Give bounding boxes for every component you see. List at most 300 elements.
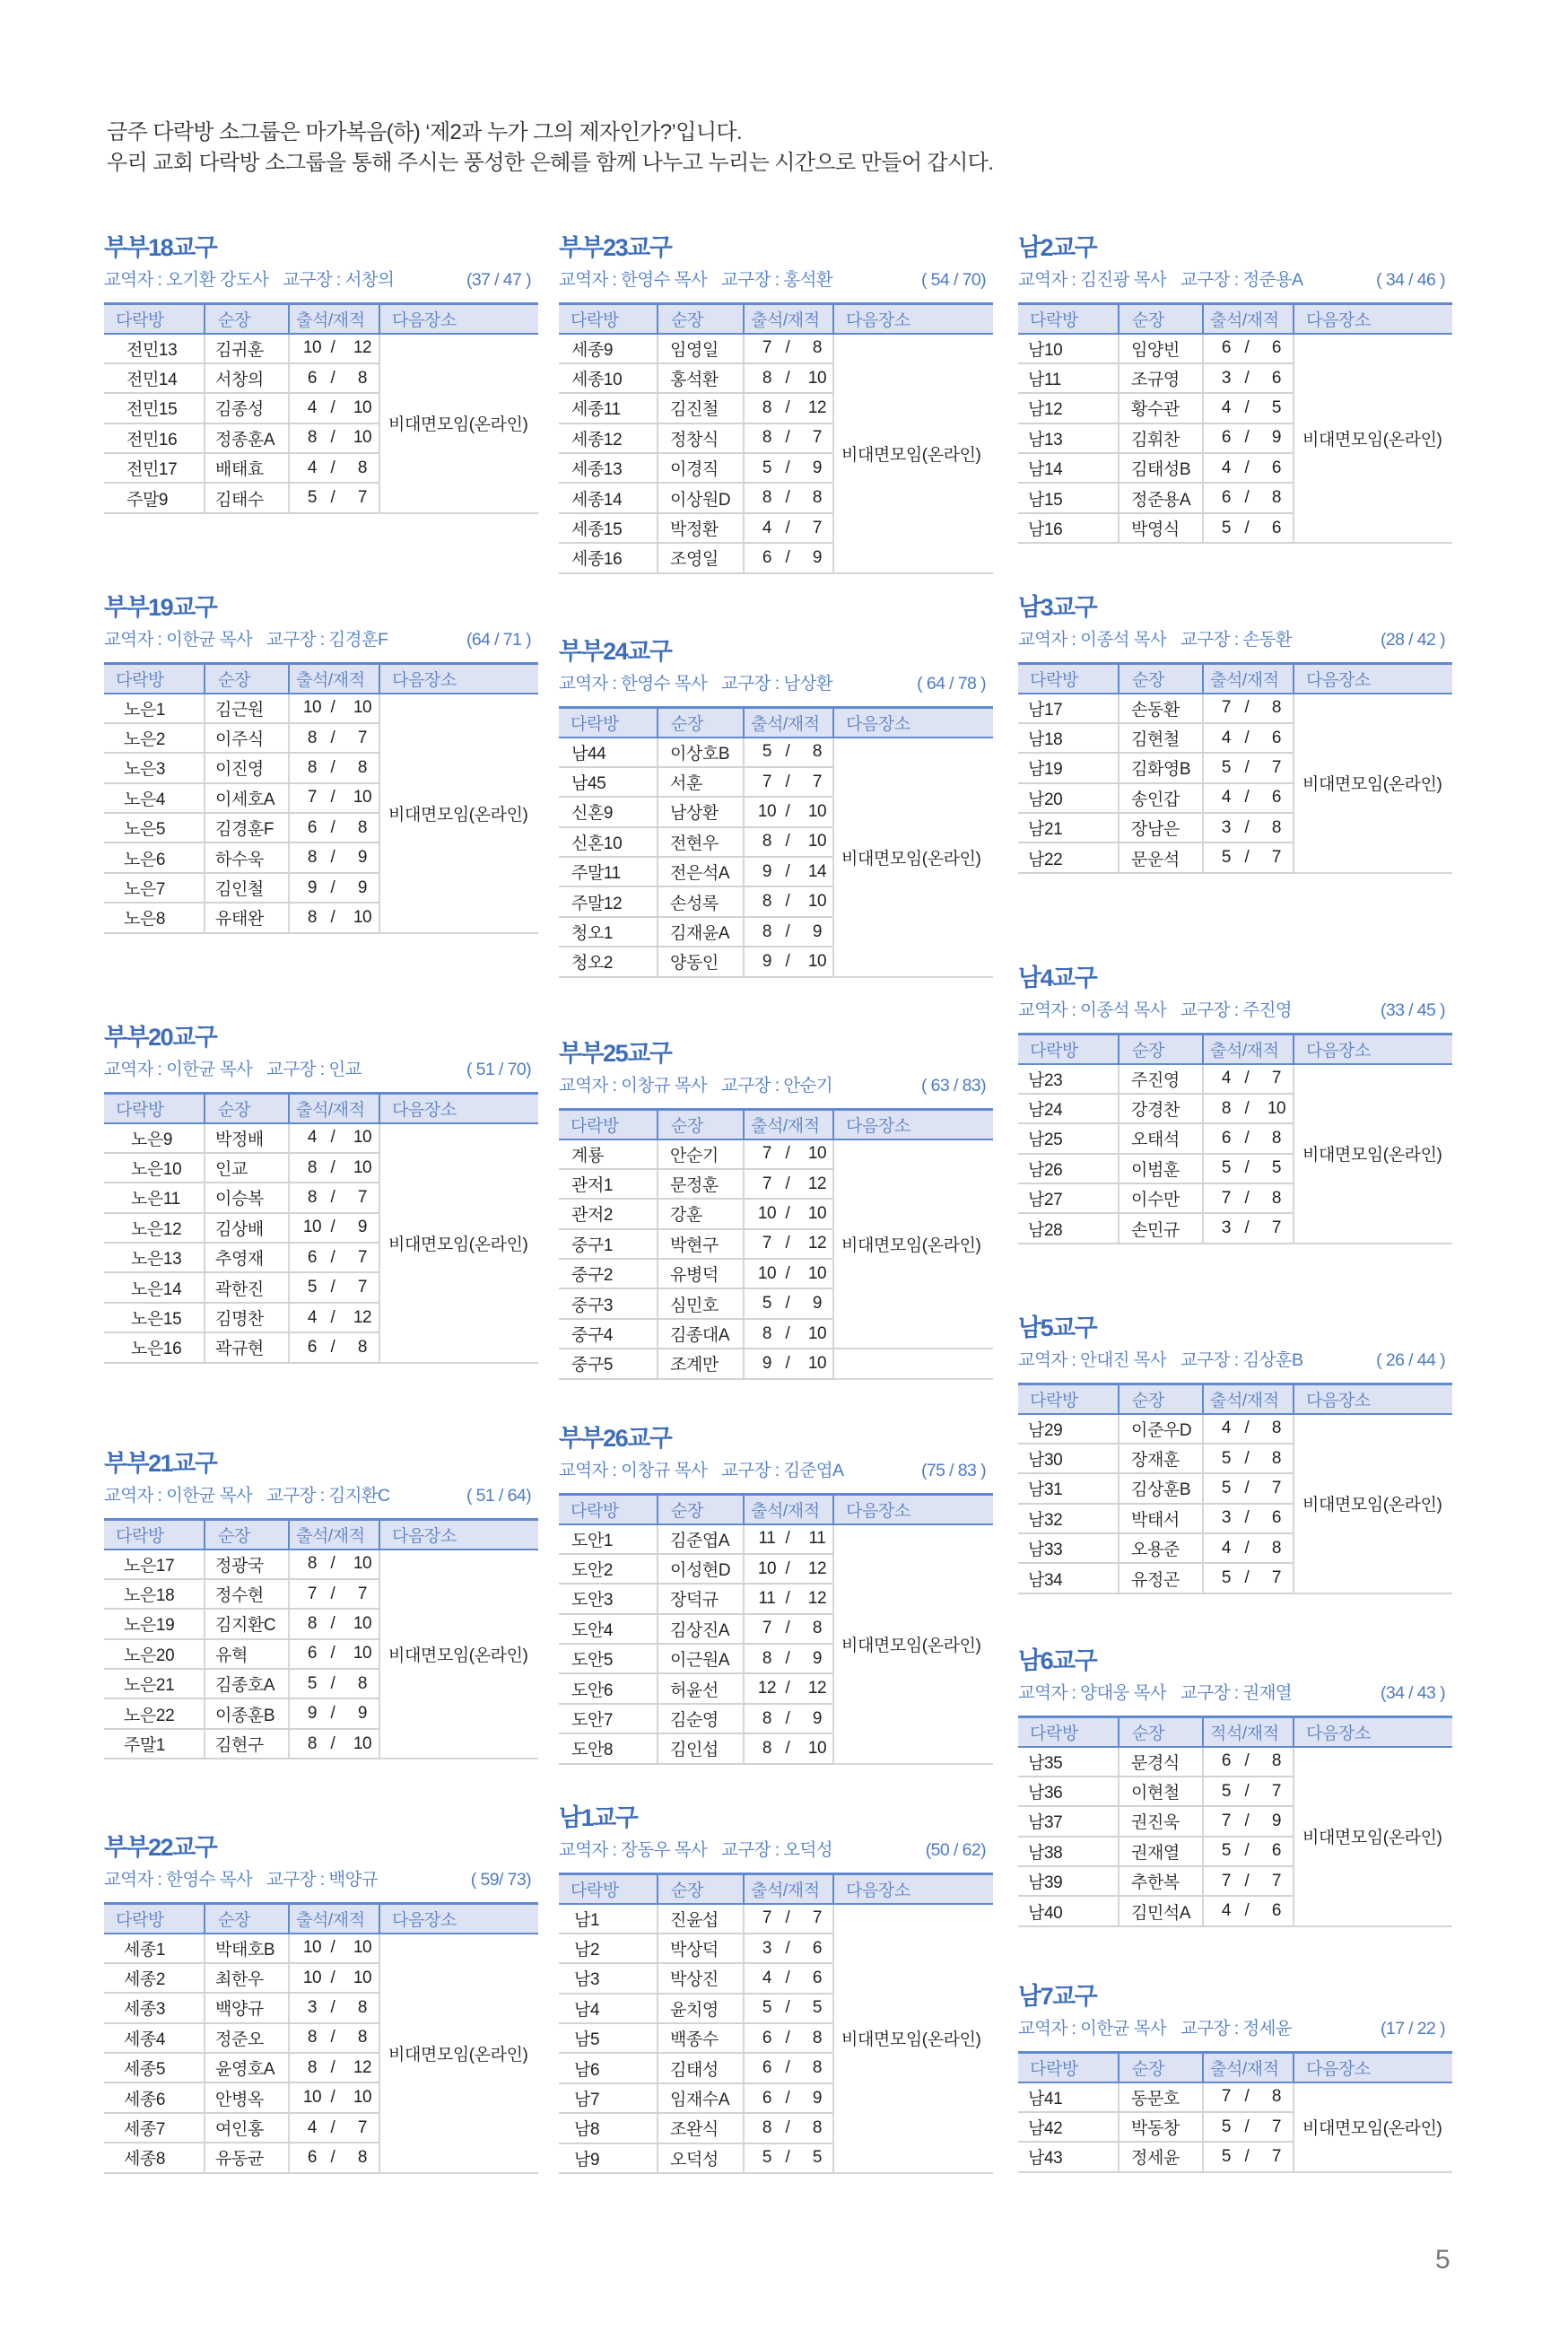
column-header-room: 다락방 bbox=[104, 1520, 205, 1550]
attendance-separator: / bbox=[1244, 458, 1250, 477]
district-title: 부부23교구 bbox=[559, 234, 672, 261]
attendance-cell bbox=[1203, 1473, 1294, 1503]
leader-cell: 곽한진 bbox=[205, 1272, 289, 1302]
leader-cell: 김현구 bbox=[205, 1729, 289, 1759]
attendance-separator: / bbox=[785, 547, 790, 567]
attendance-cell bbox=[1203, 1123, 1294, 1153]
attendance-separator: / bbox=[1244, 1478, 1250, 1497]
enrolled-count: 10 bbox=[353, 1554, 372, 1574]
room-cell: 남22 bbox=[1018, 842, 1119, 872]
leader-cell: 손동환 bbox=[1119, 694, 1203, 723]
attendance-value bbox=[1204, 1872, 1293, 1891]
attendance-value bbox=[745, 2089, 832, 2108]
room-cell: 도안3 bbox=[559, 1584, 658, 1613]
leader-cell: 김상훈B bbox=[1119, 1473, 1203, 1503]
leader-cell: 강경찬 bbox=[1119, 1094, 1203, 1123]
district-table bbox=[559, 706, 993, 978]
room-cell: 노은8 bbox=[104, 903, 205, 932]
attendance-separator: / bbox=[785, 861, 790, 881]
column-header-room: 다락방 bbox=[1018, 1035, 1119, 1064]
room-cell: 남3 bbox=[559, 1963, 658, 1993]
leader-cell: 이종훈B bbox=[205, 1698, 289, 1728]
attendance-separator: / bbox=[1244, 757, 1250, 777]
enrolled-count: 7 bbox=[1271, 1781, 1282, 1801]
leader-cell: 추한복 bbox=[1119, 1866, 1203, 1896]
attendance-value bbox=[290, 2148, 379, 2168]
column-header-leader: 순장 bbox=[1119, 304, 1203, 334]
district-title: 부부20교구 bbox=[104, 1024, 217, 1051]
attendance-separator: / bbox=[330, 397, 335, 417]
attendance-total: (34 / 43 ) bbox=[1380, 1683, 1445, 1703]
room-cell: 남11 bbox=[1018, 363, 1119, 393]
room-cell: 남12 bbox=[1018, 393, 1119, 423]
table-header bbox=[1018, 1384, 1452, 1414]
leader-cell: 김재윤A bbox=[658, 917, 744, 947]
next-place-cell: 비대면모임(온라인) bbox=[833, 1904, 993, 2174]
room-cell: 중구1 bbox=[559, 1229, 658, 1259]
attendance-separator: / bbox=[1244, 2087, 1250, 2107]
leader-cell: 이성현D bbox=[658, 1554, 744, 1584]
pastor-label: 교역자 : 한영수 목사 bbox=[104, 1870, 253, 1890]
attended-count: 10 bbox=[302, 1968, 322, 1987]
attendance-value bbox=[290, 1704, 379, 1724]
district-table bbox=[104, 302, 538, 514]
attendance-separator: / bbox=[1244, 1538, 1250, 1558]
attendance-separator: / bbox=[330, 2028, 335, 2047]
room-cell: 세종3 bbox=[104, 1993, 205, 2022]
district-section bbox=[559, 1040, 993, 1380]
attendance-cell bbox=[289, 694, 379, 723]
attendance-cell bbox=[1203, 694, 1294, 723]
table-header bbox=[1018, 304, 1452, 334]
attendance-separator: / bbox=[1244, 1158, 1250, 1178]
room-cell: 남28 bbox=[1018, 1213, 1119, 1243]
attendance-cell bbox=[289, 873, 379, 903]
attendance-separator: / bbox=[330, 2117, 335, 2137]
attendance-separator: / bbox=[1244, 2117, 1250, 2136]
district-table bbox=[1018, 662, 1452, 874]
attendance-cell bbox=[1203, 1154, 1294, 1183]
attended-count: 7 bbox=[762, 1144, 772, 1164]
room-cell: 주말11 bbox=[559, 857, 658, 886]
leader-cell: 박현구 bbox=[658, 1229, 744, 1259]
table-row bbox=[1018, 2082, 1452, 2112]
attendance-separator: / bbox=[330, 1218, 335, 1237]
attended-count: 5 bbox=[1221, 757, 1232, 777]
attended-count: 8 bbox=[307, 1613, 318, 1633]
attendance-value bbox=[1204, 1099, 1293, 1119]
attended-count: 8 bbox=[307, 428, 318, 448]
column-header-leader: 순장 bbox=[205, 304, 289, 334]
room-cell: 노은7 bbox=[104, 873, 205, 903]
attendance-value bbox=[745, 428, 832, 448]
attendance-separator: / bbox=[785, 1323, 790, 1343]
enrolled-count: 14 bbox=[807, 861, 827, 881]
column-header-attendance: 출석/재적 bbox=[1203, 2053, 1294, 2082]
enrolled-count: 12 bbox=[807, 1588, 827, 1608]
attendance-separator: / bbox=[785, 1558, 790, 1578]
enrolled-count: 6 bbox=[1271, 1841, 1282, 1861]
enrolled-count: 12 bbox=[353, 1307, 372, 1327]
leader-cell: 추영재 bbox=[205, 1243, 289, 1272]
attendance-total: ( 51 / 70) bbox=[466, 1060, 531, 1079]
attended-count: 5 bbox=[762, 2148, 772, 2168]
leader-cell: 서창의 bbox=[205, 363, 289, 393]
leader-cell: 김태수 bbox=[205, 483, 289, 512]
district-subtitle bbox=[1018, 1683, 1452, 1703]
column-header-room: 다락방 bbox=[559, 1110, 658, 1139]
attended-count: 6 bbox=[307, 368, 318, 388]
district-leader-label: 교구장 : 김지환C bbox=[266, 1486, 390, 1506]
attendance-separator: / bbox=[785, 2028, 790, 2047]
attended-count: 8 bbox=[762, 1708, 772, 1728]
attendance-value bbox=[1204, 1069, 1293, 1088]
room-cell: 남26 bbox=[1018, 1154, 1119, 1183]
table-body bbox=[1018, 1414, 1452, 1593]
attendance-cell bbox=[744, 393, 833, 423]
leader-cell: 김상진A bbox=[658, 1614, 744, 1644]
room-cell: 남41 bbox=[1018, 2082, 1119, 2112]
room-cell: 남21 bbox=[1018, 813, 1119, 842]
attendance-cell bbox=[744, 1169, 833, 1199]
table-row bbox=[1018, 1414, 1452, 1444]
attendance-cell bbox=[289, 2053, 379, 2082]
leader-cell: 정준오 bbox=[205, 2023, 289, 2053]
pastor-label: 교역자 : 이종석 목사 bbox=[1018, 1000, 1167, 1020]
attendance-value bbox=[290, 698, 379, 718]
column-header-attendance: 출석/재적 bbox=[1203, 1384, 1294, 1414]
district-leader-label: 교구장 : 홍석환 bbox=[721, 270, 833, 290]
leader-cell: 오용준 bbox=[1119, 1533, 1203, 1563]
attendance-cell bbox=[1203, 1777, 1294, 1806]
room-cell: 남16 bbox=[1018, 513, 1119, 543]
leader-cell: 김명찬 bbox=[205, 1303, 289, 1332]
attendance-separator: / bbox=[1244, 1098, 1250, 1118]
enrolled-count: 8 bbox=[812, 1619, 823, 1638]
column-header-room: 다락방 bbox=[104, 1904, 205, 1934]
district-table bbox=[104, 1902, 538, 2174]
table-row bbox=[1018, 334, 1452, 363]
leader-cell: 황수관 bbox=[1119, 393, 1203, 423]
attendance-separator: / bbox=[330, 817, 335, 837]
attendance-cell bbox=[289, 2113, 379, 2143]
enrolled-count: 8 bbox=[1271, 817, 1282, 837]
attended-count: 4 bbox=[307, 1128, 318, 1148]
leader-cell: 박정환 bbox=[658, 513, 744, 543]
room-cell: 전민13 bbox=[104, 334, 205, 363]
leader-cell: 송인갑 bbox=[1119, 783, 1203, 813]
attendance-value bbox=[745, 1739, 832, 1759]
attendance-cell bbox=[289, 842, 379, 872]
enrolled-count: 9 bbox=[1271, 428, 1282, 448]
attendance-total: ( 51 / 64) bbox=[466, 1486, 531, 1506]
room-cell: 남14 bbox=[1018, 453, 1119, 483]
attended-count: 8 bbox=[762, 921, 772, 941]
attendance-value bbox=[745, 2148, 832, 2168]
leader-cell: 오덕성 bbox=[658, 2143, 744, 2173]
attended-count: 11 bbox=[758, 1588, 776, 1608]
attended-count: 9 bbox=[762, 1353, 772, 1373]
attendance-cell bbox=[744, 827, 833, 857]
header-row bbox=[104, 664, 538, 694]
column-header-next-place: 다음장소 bbox=[379, 1094, 538, 1123]
attendance-value bbox=[1204, 1479, 1293, 1498]
district-leader-label: 교구장 : 손동환 bbox=[1180, 630, 1293, 650]
attendance-cell bbox=[289, 1639, 379, 1669]
pastor-label: 교역자 : 안대진 목사 bbox=[1018, 1350, 1167, 1370]
enrolled-count: 9 bbox=[812, 1648, 823, 1668]
column-header-next-place: 다음장소 bbox=[379, 304, 538, 334]
attendance-value bbox=[290, 1644, 379, 1663]
attendance-separator: / bbox=[785, 1738, 790, 1758]
attended-count: 4 bbox=[307, 2117, 318, 2137]
attendance-cell bbox=[744, 1994, 833, 2023]
district-section bbox=[559, 234, 993, 574]
district-subtitle bbox=[559, 1076, 993, 1096]
table-header bbox=[104, 1520, 538, 1550]
attendance-separator: / bbox=[1244, 848, 1250, 868]
attendance-value bbox=[1204, 398, 1293, 418]
attendance-separator: / bbox=[1244, 817, 1250, 837]
header-row bbox=[1018, 304, 1452, 334]
enrolled-count: 6 bbox=[1271, 518, 1282, 537]
district-title: 남7교구 bbox=[1018, 1983, 1097, 2010]
column-header-leader: 순장 bbox=[205, 1520, 289, 1550]
leader-cell: 김인철 bbox=[205, 873, 289, 903]
attendance-value bbox=[745, 892, 832, 912]
column-header-attendance: 출석/재적 bbox=[744, 1495, 833, 1524]
leader-cell: 이준우D bbox=[1119, 1414, 1203, 1444]
pastor-label: 교역자 : 오기환 강도사 bbox=[104, 270, 269, 290]
attendance-separator: / bbox=[330, 877, 335, 897]
header-row bbox=[1018, 1035, 1452, 1064]
attendance-value bbox=[745, 1354, 832, 1374]
attendance-value bbox=[745, 458, 832, 478]
leader-cell: 이현철 bbox=[1119, 1777, 1203, 1806]
next-place-cell: 비대면모임(온라인) bbox=[379, 1550, 538, 1759]
district-section bbox=[1018, 1983, 1452, 2173]
enrolled-count: 9 bbox=[812, 1294, 823, 1314]
leader-cell: 임양빈 bbox=[1119, 334, 1203, 363]
enrolled-count: 9 bbox=[812, 458, 823, 477]
intro-text bbox=[107, 118, 993, 179]
attended-count: 9 bbox=[307, 877, 318, 897]
district-subtitle bbox=[104, 630, 538, 650]
attended-count: 10 bbox=[302, 1218, 322, 1237]
attendance-separator: / bbox=[330, 728, 335, 747]
room-cell: 중구4 bbox=[559, 1319, 658, 1349]
attended-count: 7 bbox=[762, 1619, 772, 1638]
enrolled-count: 5 bbox=[812, 2148, 823, 2168]
enrolled-count: 10 bbox=[353, 788, 372, 808]
column-header-leader: 순장 bbox=[1119, 2053, 1203, 2082]
attendance-separator: / bbox=[330, 757, 335, 777]
leader-cell: 정준용A bbox=[1119, 483, 1203, 512]
enrolled-count: 8 bbox=[1271, 2087, 1282, 2107]
room-cell: 도안6 bbox=[559, 1673, 658, 1703]
attendance-cell bbox=[744, 886, 833, 916]
enrolled-count: 8 bbox=[357, 2147, 368, 2167]
leader-cell: 박정배 bbox=[205, 1123, 289, 1153]
district-section bbox=[1018, 234, 1452, 544]
attendance-value bbox=[290, 788, 379, 808]
attendance-separator: / bbox=[1244, 338, 1250, 358]
attendance-separator: / bbox=[1244, 698, 1250, 718]
attendance-separator: / bbox=[785, 368, 790, 388]
attended-count: 11 bbox=[758, 1529, 776, 1549]
attendance-cell bbox=[744, 543, 833, 572]
leader-cell: 정창식 bbox=[658, 423, 744, 453]
attendance-cell bbox=[744, 1963, 833, 1993]
attended-count: 5 bbox=[1221, 1568, 1232, 1588]
room-cell: 중구2 bbox=[559, 1259, 658, 1288]
attendance-cell bbox=[289, 1213, 379, 1243]
room-cell: 노은21 bbox=[104, 1669, 205, 1698]
attendance-cell bbox=[744, 1288, 833, 1318]
room-cell: 남33 bbox=[1018, 1533, 1119, 1563]
leader-cell: 전현우 bbox=[658, 827, 744, 857]
room-cell: 세종16 bbox=[559, 543, 658, 572]
room-cell: 전민14 bbox=[104, 363, 205, 393]
attended-count: 8 bbox=[762, 892, 772, 912]
enrolled-count: 6 bbox=[1271, 458, 1282, 477]
leader-cell: 문정훈 bbox=[658, 1169, 744, 1199]
table-row bbox=[104, 334, 538, 363]
leader-cell: 이상호B bbox=[658, 738, 744, 767]
next-place-cell: 비대면모임(온라인) bbox=[379, 334, 538, 513]
column-header-room: 다락방 bbox=[1018, 664, 1119, 694]
attendance-cell bbox=[289, 723, 379, 753]
leader-cell: 김종대A bbox=[658, 1319, 744, 1349]
attendance-separator: / bbox=[330, 1554, 335, 1574]
room-cell: 남43 bbox=[1018, 2142, 1119, 2171]
leader-cell: 남상환 bbox=[658, 797, 744, 826]
attendance-separator: / bbox=[1244, 728, 1250, 747]
attended-count: 7 bbox=[1221, 2087, 1232, 2107]
district-table bbox=[1018, 1383, 1452, 1594]
attended-count: 6 bbox=[1221, 488, 1232, 508]
attendance-value bbox=[745, 1294, 832, 1314]
attendance-value bbox=[290, 2058, 379, 2078]
attendance-separator: / bbox=[330, 1704, 335, 1724]
attendance-cell bbox=[744, 1704, 833, 1733]
header-row bbox=[1018, 2053, 1452, 2082]
room-cell: 노은3 bbox=[104, 753, 205, 782]
attendance-cell bbox=[289, 1332, 379, 1362]
enrolled-count: 6 bbox=[812, 1968, 823, 1987]
leader-cell: 유정곤 bbox=[1119, 1563, 1203, 1593]
attendance-value bbox=[290, 2088, 379, 2108]
room-cell: 남34 bbox=[1018, 1563, 1119, 1593]
pastor-label: 교역자 : 한영수 목사 bbox=[559, 674, 708, 694]
table-body bbox=[1018, 1747, 1452, 1926]
column-header-next-place: 다음장소 bbox=[379, 1904, 538, 1934]
room-cell: 남6 bbox=[559, 2053, 658, 2082]
leader-cell: 이범훈 bbox=[1119, 1154, 1203, 1183]
attendance-separator: / bbox=[1244, 488, 1250, 508]
leader-cell: 이주식 bbox=[205, 723, 289, 753]
district-title: 부부26교구 bbox=[559, 1425, 672, 1452]
leader-cell: 김상배 bbox=[205, 1213, 289, 1243]
attendance-separator: / bbox=[785, 832, 790, 851]
attendance-cell bbox=[289, 1729, 379, 1759]
attendance-separator: / bbox=[785, 428, 790, 448]
attendance-value bbox=[745, 952, 832, 972]
leader-cell: 박태서 bbox=[1119, 1504, 1203, 1533]
room-cell: 남7 bbox=[559, 2083, 658, 2113]
district-table bbox=[104, 662, 538, 934]
attendance-value bbox=[290, 1248, 379, 1268]
attendance-value bbox=[1204, 1218, 1293, 1238]
attended-count: 5 bbox=[307, 488, 318, 508]
attendance-cell bbox=[289, 1303, 379, 1332]
attended-count: 7 bbox=[1221, 1871, 1232, 1890]
attendance-separator: / bbox=[1244, 368, 1250, 388]
enrolled-count: 10 bbox=[1267, 1098, 1286, 1118]
attendance-cell bbox=[744, 423, 833, 453]
attendance-separator: / bbox=[785, 2117, 790, 2137]
enrolled-count: 7 bbox=[357, 2117, 368, 2137]
attended-count: 7 bbox=[762, 338, 772, 358]
attended-count: 8 bbox=[307, 848, 318, 868]
table-row bbox=[559, 738, 993, 767]
enrolled-count: 11 bbox=[808, 1529, 826, 1549]
attendance-cell bbox=[289, 2023, 379, 2053]
attended-count: 5 bbox=[1221, 2146, 1232, 2166]
leader-cell: 장재훈 bbox=[1119, 1444, 1203, 1473]
district-table bbox=[104, 1518, 538, 1759]
room-cell: 관저1 bbox=[559, 1169, 658, 1199]
attendance-cell bbox=[744, 1673, 833, 1703]
attended-count: 4 bbox=[762, 518, 772, 537]
attendance-cell bbox=[289, 1243, 379, 1272]
attendance-cell bbox=[1203, 1533, 1294, 1563]
attendance-separator: / bbox=[785, 1968, 790, 1987]
district-leader-label: 교구장 : 오덕성 bbox=[721, 1840, 833, 1860]
district-title: 남3교구 bbox=[1018, 594, 1097, 621]
attendance-separator: / bbox=[330, 488, 335, 508]
district-table bbox=[1018, 2051, 1452, 2173]
attendance-separator: / bbox=[785, 1908, 790, 1928]
leader-cell: 박동창 bbox=[1119, 2112, 1203, 2142]
attendance-cell bbox=[289, 363, 379, 393]
attendance-value bbox=[290, 398, 379, 418]
attendance-separator: / bbox=[330, 1938, 335, 1958]
attendance-separator: / bbox=[1244, 1841, 1250, 1861]
enrolled-count: 9 bbox=[812, 1708, 823, 1728]
attended-count: 6 bbox=[762, 2028, 772, 2047]
room-cell: 남1 bbox=[559, 1904, 658, 1934]
leader-cell: 김지환C bbox=[205, 1609, 289, 1638]
enrolled-count: 8 bbox=[357, 1673, 368, 1693]
pastor-label: 교역자 : 이한균 목사 bbox=[104, 630, 253, 650]
room-cell: 남8 bbox=[559, 2113, 658, 2143]
column-header-leader: 순장 bbox=[1119, 1384, 1203, 1414]
leader-cell: 여인홍 bbox=[205, 2113, 289, 2143]
enrolled-count: 7 bbox=[812, 518, 823, 537]
attendance-value bbox=[745, 1324, 832, 1344]
attendance-value bbox=[1204, 1812, 1293, 1831]
enrolled-count: 6 bbox=[1271, 788, 1282, 808]
enrolled-count: 8 bbox=[357, 757, 368, 777]
attendance-value bbox=[290, 1188, 379, 1208]
attendance-separator: / bbox=[1244, 788, 1250, 808]
attended-count: 8 bbox=[307, 2057, 318, 2077]
leader-cell: 김휘찬 bbox=[1119, 423, 1203, 453]
attendance-separator: / bbox=[785, 1679, 790, 1698]
attendance-value bbox=[745, 1649, 832, 1669]
attendance-separator: / bbox=[1244, 1781, 1250, 1801]
